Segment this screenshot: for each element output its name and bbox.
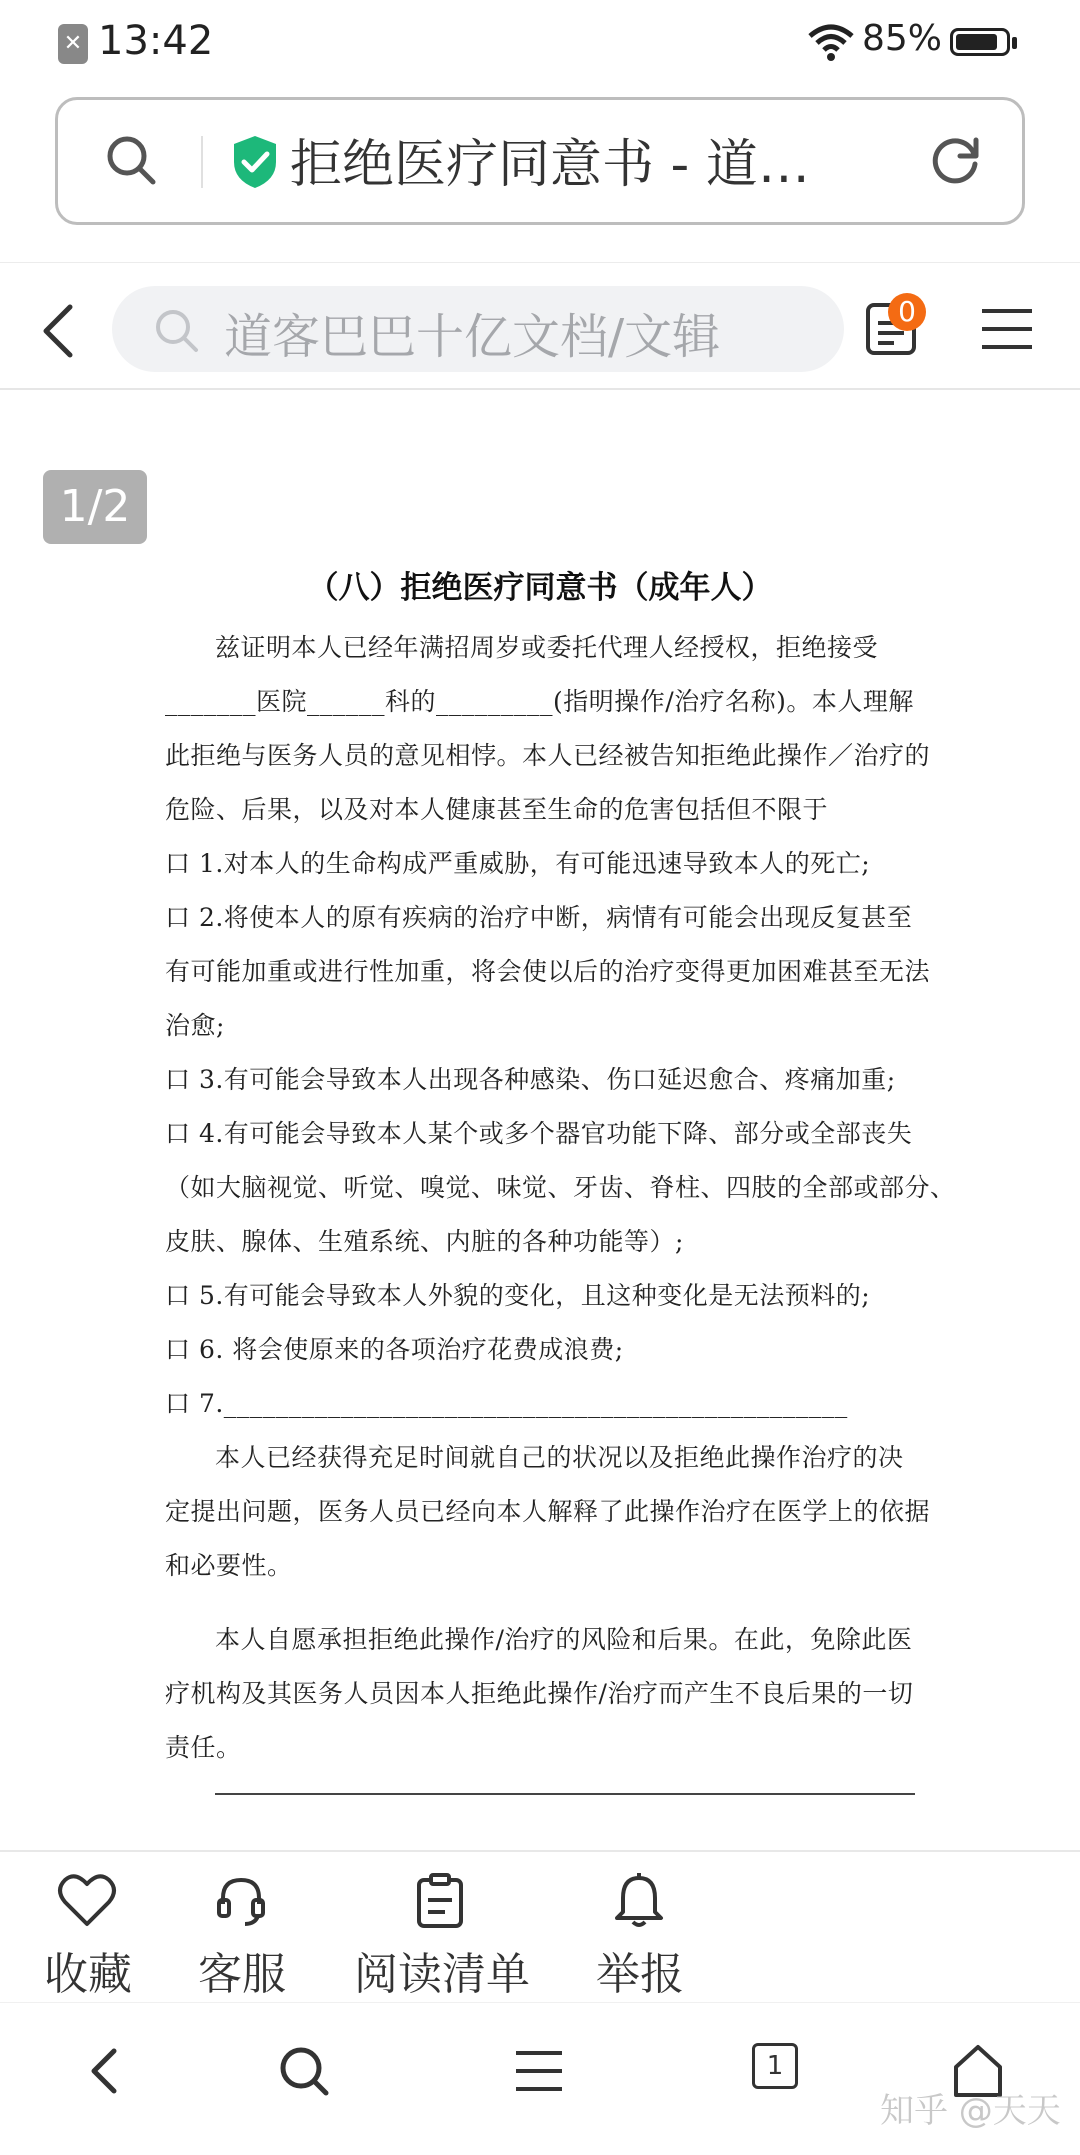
reading-list-button[interactable] — [354, 1872, 530, 2002]
battery-percent: 85% — [862, 18, 943, 59]
nav-search-icon[interactable] — [276, 2043, 332, 2099]
document-line: 口 5.有可能会导致本人外貌的变化，且这种变化是无法预料的; — [165, 1281, 871, 1310]
watermark: 知乎 @天天 — [880, 2091, 1061, 2131]
search-icon — [152, 306, 202, 356]
document-line: 和必要性。 — [165, 1551, 293, 1580]
site-header — [0, 262, 1080, 390]
url-divider — [201, 136, 203, 188]
clipboard-icon — [415, 1872, 465, 1928]
nav-back-icon[interactable] — [86, 2043, 122, 2099]
document-line: 口 4.有可能会导致本人某个或多个器官功能下降、部分或全部丧失 — [165, 1119, 913, 1148]
status-bar — [0, 0, 1080, 88]
document-line: 治愈; — [165, 1011, 225, 1040]
shield-check-icon — [230, 134, 280, 190]
document-line: 责任。 — [165, 1733, 242, 1762]
action-bar — [0, 1850, 1080, 2002]
battery-icon — [950, 28, 1010, 56]
tabs-count: 1 — [752, 2043, 798, 2089]
url-bar[interactable] — [55, 97, 1025, 225]
menu-icon[interactable] — [980, 307, 1034, 351]
document-title: （八）拒绝医疗同意书（成年人） — [307, 570, 773, 606]
reading-list-badge: 0 — [888, 293, 926, 331]
document-line: 口 2.将使本人的原有疾病的治疗中断，病情有可能会出现反复甚至 — [165, 903, 913, 932]
favorite-button[interactable] — [44, 1872, 130, 2002]
favorite-label: 收藏 — [44, 1949, 132, 2000]
headset-icon — [213, 1872, 269, 1928]
document-line: 有可能加重或进行性加重，将会使以后的治疗变得更加困难甚至无法 — [165, 957, 931, 986]
tabs-button[interactable] — [752, 2043, 798, 2089]
site-search-box[interactable] — [112, 286, 844, 372]
page-indicator: 1/2 — [43, 470, 147, 544]
customer-service-label: 客服 — [198, 1949, 286, 2000]
report-button[interactable] — [596, 1872, 682, 2002]
document-line: （如大脑视觉、听觉、嗅觉、味觉、牙齿、脊柱、四肢的全部或部分、 — [165, 1173, 956, 1202]
signature-line — [215, 1793, 915, 1795]
reading-list-label: 阅读清单 — [354, 1949, 530, 2000]
document-line: 疗机构及其医务人员因本人拒绝此操作/治疗而产生不良后果的一切 — [165, 1679, 914, 1708]
reload-icon[interactable] — [928, 132, 984, 188]
document-line: 本人已经获得充足时间就自己的状况以及拒绝此操作治疗的决 — [215, 1443, 904, 1472]
document-line: 定提出问题，医务人员已经向本人解释了此操作治疗在医学上的依据 — [165, 1497, 931, 1526]
search-icon[interactable] — [103, 132, 159, 188]
status-time: 13:42 — [98, 18, 214, 64]
wifi-icon — [806, 22, 856, 62]
document-viewer[interactable] — [0, 390, 1080, 1850]
document-line: 皮肤、腺体、生殖系统、内脏的各种功能等）; — [165, 1227, 684, 1256]
document-line: 本人自愿承担拒绝此操作/治疗的风险和后果。在此，免除此医 — [215, 1625, 913, 1654]
document-line: 口 7.________________________________________________ — [165, 1389, 848, 1418]
customer-service-button[interactable] — [198, 1872, 284, 2002]
document-line: 兹证明本人已经年满招周岁或委托代理人经授权，拒绝接受 — [215, 633, 879, 662]
back-arrow-icon[interactable] — [40, 303, 76, 359]
battery-tip — [1012, 37, 1017, 49]
document-line: 口 1.对本人的生命构成严重威胁，有可能迅速导致本人的死亡; — [165, 849, 871, 878]
site-search-placeholder: 道客巴巴十亿文档/文辑 — [224, 309, 721, 365]
sim-absent-icon: ✕ — [58, 24, 88, 64]
document-line: 危险、后果，以及对本人健康甚至生命的危害包括但不限于 — [165, 795, 829, 824]
document-line: 此拒绝与医务人员的意见相悖。本人已经被告知拒绝此操作／治疗的 — [165, 741, 931, 770]
document-line: 口 3.有可能会导致本人出现各种感染、伤口延迟愈合、疼痛加重; — [165, 1065, 896, 1094]
report-label: 举报 — [596, 1949, 684, 2000]
document-line: _______医院______科的_________(指明操作/治疗名称)。本人理解 — [165, 687, 914, 716]
browser-nav-bar — [0, 2002, 1080, 2155]
heart-icon — [57, 1872, 117, 1928]
page-title[interactable]: 拒绝医疗同意书 - 道… — [290, 135, 810, 195]
nav-menu-icon[interactable] — [514, 2049, 564, 2093]
document-line: 口 6. 将会使原来的各项治疗花费成浪费; — [165, 1335, 624, 1364]
battery-level-fill — [956, 34, 997, 50]
bell-icon — [613, 1872, 665, 1928]
